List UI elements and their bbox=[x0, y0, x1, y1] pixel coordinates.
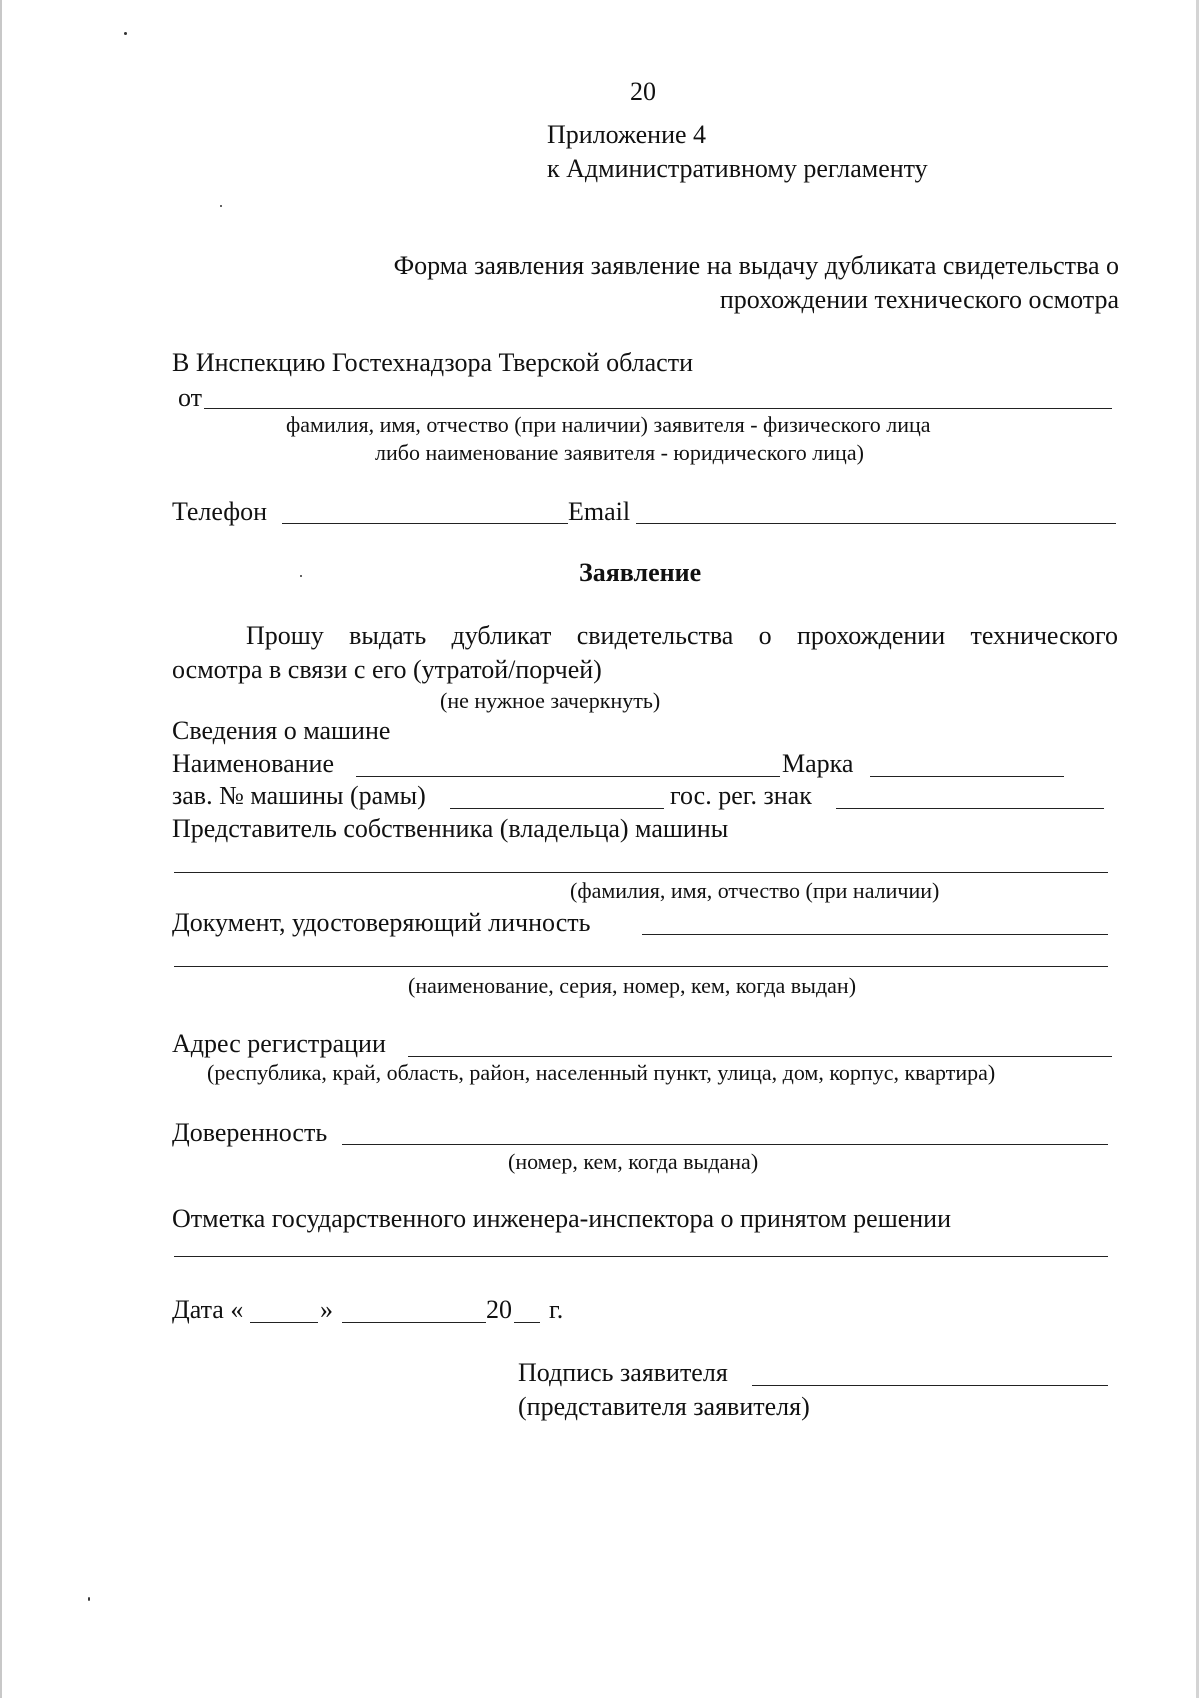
email-field-line[interactable] bbox=[636, 523, 1116, 524]
scan-edge-left bbox=[0, 0, 2, 1698]
request-line2: осмотра в связи с его (утратой/порчей) bbox=[172, 655, 602, 684]
scan-edge-right bbox=[1196, 0, 1199, 1698]
request-hint: (не нужное зачеркнуть) bbox=[440, 688, 661, 713]
document-heading: Заявление bbox=[579, 558, 702, 587]
identity-doc-field-line[interactable] bbox=[642, 934, 1108, 935]
proxy-label: Доверенность bbox=[172, 1118, 328, 1147]
addressee-line: В Инспекцию Гостехнадзора Тверской области bbox=[172, 348, 693, 377]
phone-field-line[interactable] bbox=[282, 523, 568, 524]
signature-label: Подпись заявителя bbox=[518, 1358, 728, 1387]
machine-serial-field-line[interactable] bbox=[450, 808, 664, 809]
from-hint-line1: фамилия, имя, отчество (при наличии) заявителя - физического лица bbox=[286, 412, 931, 437]
identity-doc-field-line2[interactable] bbox=[174, 966, 1108, 967]
from-hint-line2: либо наименование заявителя - юридического лица) bbox=[375, 440, 864, 465]
request-line1: Прошу выдать дубликат свидетельства о прохождении технического bbox=[246, 621, 1118, 650]
from-field-line[interactable] bbox=[204, 408, 1112, 409]
scan-speck bbox=[220, 205, 222, 207]
machine-reg-sign-label: гос. рег. знак bbox=[670, 781, 812, 810]
machine-serial-label: зав. № машины (рамы) bbox=[172, 781, 426, 810]
form-title-line1: Форма заявления заявление на выдачу дубликата свидетельства о bbox=[393, 251, 1119, 280]
scan-speck bbox=[300, 575, 302, 577]
signature-field-line[interactable] bbox=[752, 1385, 1108, 1386]
from-label: от bbox=[178, 383, 203, 412]
form-title-line2: прохождении технического осмотра bbox=[719, 285, 1119, 314]
appendix-subtitle: к Административному регламенту bbox=[547, 154, 928, 183]
scan-speck bbox=[88, 1597, 90, 1601]
machine-brand-label: Марка bbox=[782, 749, 854, 778]
machine-section-label: Сведения о машине bbox=[172, 716, 391, 745]
date-year-suffix: г. bbox=[549, 1295, 564, 1324]
signature-sub-label: (представителя заявителя) bbox=[518, 1392, 810, 1421]
proxy-hint: (номер, кем, когда выдана) bbox=[508, 1149, 759, 1174]
machine-brand-field-line[interactable] bbox=[870, 776, 1064, 777]
proxy-field-line[interactable] bbox=[342, 1144, 1108, 1145]
identity-doc-label: Документ, удостоверяющий личность bbox=[172, 908, 591, 937]
address-field-line[interactable] bbox=[408, 1056, 1112, 1057]
representative-hint: (фамилия, имя, отчество (при наличии) bbox=[570, 878, 940, 903]
page-number: 20 bbox=[630, 77, 656, 106]
date-month-field-line[interactable] bbox=[342, 1322, 486, 1323]
address-hint: (республика, край, область, район, населенный пункт, улица, дом, корпус, квартира) bbox=[207, 1060, 996, 1085]
inspector-mark-label: Отметка государственного инженера-инспектора о принятом решении bbox=[172, 1204, 952, 1233]
machine-name-label: Наименование bbox=[172, 749, 334, 778]
email-label: Email bbox=[568, 497, 631, 526]
identity-doc-hint: (наименование, серия, номер, кем, когда выдан) bbox=[408, 973, 857, 998]
machine-name-field-line[interactable] bbox=[356, 776, 780, 777]
scan-speck bbox=[124, 32, 127, 35]
inspector-mark-field-line[interactable] bbox=[174, 1256, 1108, 1257]
representative-label: Представитель собственника (владельца) машины bbox=[172, 814, 729, 843]
representative-field-line[interactable] bbox=[174, 872, 1108, 873]
phone-label: Телефон bbox=[172, 497, 268, 526]
date-year-field-line[interactable] bbox=[514, 1322, 540, 1323]
date-label: Дата « bbox=[172, 1295, 244, 1324]
address-label: Адрес регистрации bbox=[172, 1029, 386, 1058]
date-close-quote: » bbox=[320, 1295, 333, 1324]
date-day-field-line[interactable] bbox=[250, 1322, 318, 1323]
date-year-prefix: 20 bbox=[486, 1295, 512, 1324]
machine-reg-sign-field-line[interactable] bbox=[836, 808, 1104, 809]
appendix-title: Приложение 4 bbox=[547, 120, 707, 149]
